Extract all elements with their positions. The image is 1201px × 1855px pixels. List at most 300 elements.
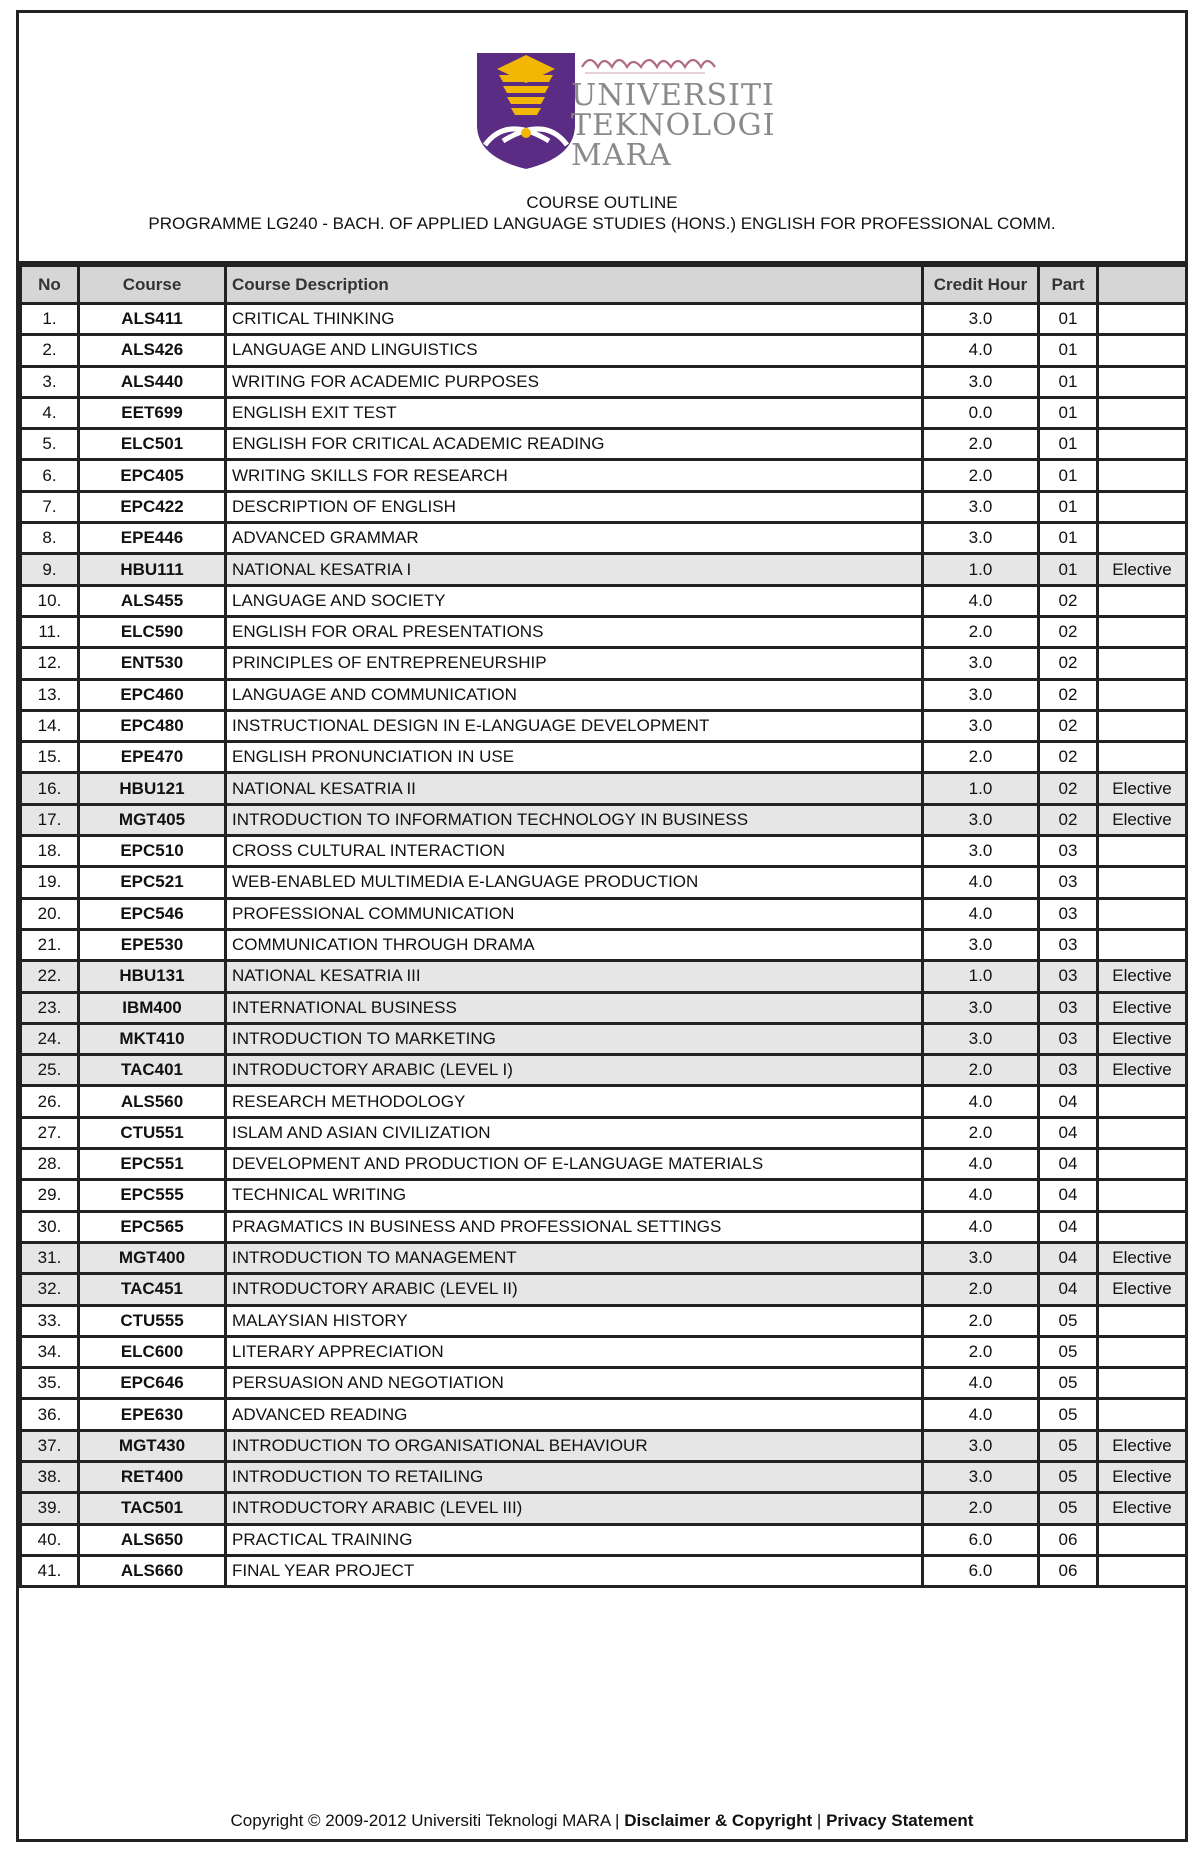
course-number: 16. xyxy=(21,773,79,804)
table-row xyxy=(21,679,1187,710)
course-description: INTRODUCTION TO MARKETING xyxy=(226,1023,923,1054)
course-number: 36. xyxy=(21,1399,79,1430)
course-part: 06 xyxy=(1039,1555,1098,1586)
course-description: NATIONAL KESATRIA III xyxy=(226,961,923,992)
course-code: EPC422 xyxy=(79,491,226,522)
course-outline-page xyxy=(16,10,1188,1842)
course-part: 01 xyxy=(1039,397,1098,428)
course-code: EET699 xyxy=(79,397,226,428)
course-type xyxy=(1098,679,1187,710)
course-number: 5. xyxy=(21,429,79,460)
course-part: 05 xyxy=(1039,1461,1098,1492)
course-code: EPC510 xyxy=(79,836,226,867)
course-part: 05 xyxy=(1039,1368,1098,1399)
course-type xyxy=(1098,1399,1187,1430)
course-part: 03 xyxy=(1039,1055,1098,1086)
course-description: WRITING SKILLS FOR RESEARCH xyxy=(226,460,923,491)
credit-hour: 3.0 xyxy=(923,491,1039,522)
course-code: ALS411 xyxy=(79,304,226,335)
course-type xyxy=(1098,1086,1187,1117)
course-code: MKT410 xyxy=(79,1023,226,1054)
course-code: EPC546 xyxy=(79,898,226,929)
course-code: EPC555 xyxy=(79,1180,226,1211)
course-code: HBU111 xyxy=(79,554,226,585)
course-description: PROFESSIONAL COMMUNICATION xyxy=(226,898,923,929)
credit-hour: 3.0 xyxy=(923,366,1039,397)
table-row xyxy=(21,1211,1187,1242)
course-number: 6. xyxy=(21,460,79,491)
course-description: INTRODUCTORY ARABIC (LEVEL II) xyxy=(226,1274,923,1305)
credit-hour: 2.0 xyxy=(923,1336,1039,1367)
course-description: CRITICAL THINKING xyxy=(226,304,923,335)
course-part: 04 xyxy=(1039,1149,1098,1180)
table-row xyxy=(21,898,1187,929)
course-type xyxy=(1098,929,1187,960)
course-number: 1. xyxy=(21,304,79,335)
course-number: 34. xyxy=(21,1336,79,1367)
course-part: 04 xyxy=(1039,1211,1098,1242)
course-type xyxy=(1098,397,1187,428)
course-description: MALAYSIAN HISTORY xyxy=(226,1305,923,1336)
course-description: ENGLISH EXIT TEST xyxy=(226,397,923,428)
course-part: 03 xyxy=(1039,898,1098,929)
credit-hour: 2.0 xyxy=(923,1117,1039,1148)
course-code: HBU121 xyxy=(79,773,226,804)
credit-hour: 3.0 xyxy=(923,679,1039,710)
course-part: 01 xyxy=(1039,460,1098,491)
course-code: MGT400 xyxy=(79,1242,226,1273)
jawi-script xyxy=(582,60,715,67)
privacy-statement-link[interactable]: Privacy Statement xyxy=(826,1811,974,1830)
course-description: CROSS CULTURAL INTERACTION xyxy=(226,836,923,867)
course-description: TECHNICAL WRITING xyxy=(226,1180,923,1211)
table-row xyxy=(21,616,1187,647)
course-part: 05 xyxy=(1039,1430,1098,1461)
credit-hour: 2.0 xyxy=(923,429,1039,460)
table-row xyxy=(21,429,1187,460)
credit-hour: 3.0 xyxy=(923,992,1039,1023)
course-part: 03 xyxy=(1039,992,1098,1023)
column-header-credit-hour: Credit Hour xyxy=(923,266,1039,304)
credit-hour: 2.0 xyxy=(923,1493,1039,1524)
course-code: ALS660 xyxy=(79,1555,226,1586)
course-type xyxy=(1098,616,1187,647)
column-header-description: Course Description xyxy=(226,266,923,304)
course-type: Elective xyxy=(1098,1055,1187,1086)
course-type xyxy=(1098,742,1187,773)
course-part: 04 xyxy=(1039,1274,1098,1305)
course-type xyxy=(1098,491,1187,522)
course-part: 02 xyxy=(1039,804,1098,835)
course-type: Elective xyxy=(1098,554,1187,585)
course-code: ENT530 xyxy=(79,648,226,679)
course-part: 05 xyxy=(1039,1305,1098,1336)
course-code: EPC565 xyxy=(79,1211,226,1242)
course-type xyxy=(1098,898,1187,929)
course-description: INTRODUCTORY ARABIC (LEVEL III) xyxy=(226,1493,923,1524)
table-row xyxy=(21,804,1187,835)
course-description: LANGUAGE AND SOCIETY xyxy=(226,585,923,616)
course-number: 18. xyxy=(21,836,79,867)
credit-hour: 3.0 xyxy=(923,304,1039,335)
course-type xyxy=(1098,460,1187,491)
course-type xyxy=(1098,1149,1187,1180)
course-number: 20. xyxy=(21,898,79,929)
course-type xyxy=(1098,335,1187,366)
table-row xyxy=(21,1368,1187,1399)
course-code: EPE446 xyxy=(79,523,226,554)
course-number: 15. xyxy=(21,742,79,773)
course-number: 37. xyxy=(21,1430,79,1461)
course-part: 02 xyxy=(1039,773,1098,804)
course-code: EPC646 xyxy=(79,1368,226,1399)
course-part: 03 xyxy=(1039,867,1098,898)
course-code: CTU551 xyxy=(79,1117,226,1148)
course-code: CTU555 xyxy=(79,1305,226,1336)
table-row xyxy=(21,304,1187,335)
course-type xyxy=(1098,1211,1187,1242)
table-row xyxy=(21,1055,1187,1086)
credit-hour: 4.0 xyxy=(923,335,1039,366)
course-type xyxy=(1098,1524,1187,1555)
course-type xyxy=(1098,429,1187,460)
course-code: ALS455 xyxy=(79,585,226,616)
course-number: 28. xyxy=(21,1149,79,1180)
credit-hour: 2.0 xyxy=(923,460,1039,491)
credit-hour: 0.0 xyxy=(923,397,1039,428)
credit-hour: 3.0 xyxy=(923,1023,1039,1054)
course-code: ELC590 xyxy=(79,616,226,647)
column-header-type xyxy=(1098,266,1187,304)
course-part: 02 xyxy=(1039,616,1098,647)
programme-title: PROGRAMME LG240 - BACH. OF APPLIED LANGUAGE STUDIES (HONS.) ENGLISH FOR PROFESSIONAL COMM. xyxy=(148,214,1056,233)
course-number: 9. xyxy=(21,554,79,585)
course-number: 17. xyxy=(21,804,79,835)
credit-hour: 2.0 xyxy=(923,1055,1039,1086)
course-part: 01 xyxy=(1039,335,1098,366)
course-number: 22. xyxy=(21,961,79,992)
course-number: 32. xyxy=(21,1274,79,1305)
course-number: 23. xyxy=(21,992,79,1023)
course-number: 19. xyxy=(21,867,79,898)
course-code: IBM400 xyxy=(79,992,226,1023)
course-part: 04 xyxy=(1039,1180,1098,1211)
course-number: 7. xyxy=(21,491,79,522)
course-part: 02 xyxy=(1039,585,1098,616)
table-row xyxy=(21,929,1187,960)
course-description: INTRODUCTORY ARABIC (LEVEL I) xyxy=(226,1055,923,1086)
table-row xyxy=(21,1399,1187,1430)
course-number: 2. xyxy=(21,335,79,366)
course-part: 03 xyxy=(1039,836,1098,867)
course-number: 12. xyxy=(21,648,79,679)
course-type: Elective xyxy=(1098,1461,1187,1492)
course-part: 05 xyxy=(1039,1399,1098,1430)
table-row xyxy=(21,867,1187,898)
table-row xyxy=(21,992,1187,1023)
course-code: TAC501 xyxy=(79,1493,226,1524)
university-name: UNIVERSITI TEKNOLOGI MARA xyxy=(571,78,776,173)
disclaimer-link[interactable]: Disclaimer & Copyright xyxy=(624,1811,813,1830)
course-part: 05 xyxy=(1039,1493,1098,1524)
course-number: 39. xyxy=(21,1493,79,1524)
course-part: 03 xyxy=(1039,929,1098,960)
course-number: 8. xyxy=(21,523,79,554)
course-code: TAC401 xyxy=(79,1055,226,1086)
course-code: TAC451 xyxy=(79,1274,226,1305)
course-type xyxy=(1098,585,1187,616)
credit-hour: 6.0 xyxy=(923,1524,1039,1555)
credit-hour: 2.0 xyxy=(923,742,1039,773)
course-description: COMMUNICATION THROUGH DRAMA xyxy=(226,929,923,960)
table-row xyxy=(21,460,1187,491)
course-table xyxy=(19,264,1188,1588)
column-header-course: Course xyxy=(79,266,226,304)
course-description: ENGLISH FOR ORAL PRESENTATIONS xyxy=(226,616,923,647)
course-type xyxy=(1098,366,1187,397)
course-code: HBU131 xyxy=(79,961,226,992)
course-description: NATIONAL KESATRIA II xyxy=(226,773,923,804)
course-description: DEVELOPMENT AND PRODUCTION OF E-LANGUAGE MATERIALS xyxy=(226,1149,923,1180)
course-number: 27. xyxy=(21,1117,79,1148)
credit-hour: 3.0 xyxy=(923,1242,1039,1273)
course-part: 03 xyxy=(1039,961,1098,992)
table-row xyxy=(21,648,1187,679)
table-row xyxy=(21,742,1187,773)
table-row xyxy=(21,491,1187,522)
credit-hour: 6.0 xyxy=(923,1555,1039,1586)
course-number: 10. xyxy=(21,585,79,616)
course-type: Elective xyxy=(1098,992,1187,1023)
course-description: LANGUAGE AND LINGUISTICS xyxy=(226,335,923,366)
course-part: 01 xyxy=(1039,523,1098,554)
course-number: 26. xyxy=(21,1086,79,1117)
credit-hour: 3.0 xyxy=(923,804,1039,835)
page-header xyxy=(19,13,1185,264)
course-number: 40. xyxy=(21,1524,79,1555)
credit-hour: 4.0 xyxy=(923,898,1039,929)
column-header-part: Part xyxy=(1039,266,1098,304)
course-description: ENGLISH PRONUNCIATION IN USE xyxy=(226,742,923,773)
credit-hour: 3.0 xyxy=(923,1461,1039,1492)
course-number: 30. xyxy=(21,1211,79,1242)
course-description: PRAGMATICS IN BUSINESS AND PROFESSIONAL SETTINGS xyxy=(226,1211,923,1242)
course-part: 02 xyxy=(1039,648,1098,679)
page-title: COURSE OUTLINE xyxy=(526,193,678,212)
course-code: EPC521 xyxy=(79,867,226,898)
course-code: ALS650 xyxy=(79,1524,226,1555)
credit-hour: 3.0 xyxy=(923,929,1039,960)
credit-hour: 4.0 xyxy=(923,1149,1039,1180)
course-part: 02 xyxy=(1039,742,1098,773)
course-part: 01 xyxy=(1039,304,1098,335)
course-part: 03 xyxy=(1039,1023,1098,1054)
table-row xyxy=(21,1555,1187,1586)
credit-hour: 3.0 xyxy=(923,836,1039,867)
table-row xyxy=(21,1274,1187,1305)
course-code: ALS440 xyxy=(79,366,226,397)
column-header-no: No xyxy=(21,266,79,304)
course-description: PRINCIPLES OF ENTREPRENEURSHIP xyxy=(226,648,923,679)
footer-separator: | xyxy=(812,1811,827,1830)
page-footer xyxy=(19,1802,1185,1839)
course-type: Elective xyxy=(1098,773,1187,804)
course-part: 05 xyxy=(1039,1336,1098,1367)
credit-hour: 3.0 xyxy=(923,1430,1039,1461)
credit-hour: 3.0 xyxy=(923,648,1039,679)
table-row xyxy=(21,1023,1187,1054)
course-type: Elective xyxy=(1098,1242,1187,1273)
course-number: 25. xyxy=(21,1055,79,1086)
credit-hour: 4.0 xyxy=(923,1211,1039,1242)
course-description: LANGUAGE AND COMMUNICATION xyxy=(226,679,923,710)
table-row xyxy=(21,836,1187,867)
course-type xyxy=(1098,648,1187,679)
course-description: INTRODUCTION TO INFORMATION TECHNOLOGY IN BUSINESS xyxy=(226,804,923,835)
course-code: MGT405 xyxy=(79,804,226,835)
table-row xyxy=(21,1242,1187,1273)
course-part: 02 xyxy=(1039,679,1098,710)
course-part: 01 xyxy=(1039,554,1098,585)
credit-hour: 1.0 xyxy=(923,554,1039,585)
course-type xyxy=(1098,1117,1187,1148)
credit-hour: 1.0 xyxy=(923,773,1039,804)
credit-hour: 2.0 xyxy=(923,1305,1039,1336)
course-description: NATIONAL KESATRIA I xyxy=(226,554,923,585)
course-code: RET400 xyxy=(79,1461,226,1492)
table-row xyxy=(21,710,1187,741)
table-row xyxy=(21,773,1187,804)
course-part: 01 xyxy=(1039,429,1098,460)
course-code: ELC600 xyxy=(79,1336,226,1367)
credit-hour: 2.0 xyxy=(923,616,1039,647)
course-code: EPE630 xyxy=(79,1399,226,1430)
table-row xyxy=(21,1493,1187,1524)
course-description: WRITING FOR ACADEMIC PURPOSES xyxy=(226,366,923,397)
course-part: 06 xyxy=(1039,1524,1098,1555)
course-code: EPC460 xyxy=(79,679,226,710)
course-number: 11. xyxy=(21,616,79,647)
table-row xyxy=(21,1117,1187,1148)
course-part: 04 xyxy=(1039,1242,1098,1273)
course-type: Elective xyxy=(1098,1493,1187,1524)
course-number: 33. xyxy=(21,1305,79,1336)
course-description: ISLAM AND ASIAN CIVILIZATION xyxy=(226,1117,923,1148)
credit-hour: 4.0 xyxy=(923,867,1039,898)
table-row xyxy=(21,1336,1187,1367)
course-type: Elective xyxy=(1098,804,1187,835)
course-type: Elective xyxy=(1098,1274,1187,1305)
course-number: 24. xyxy=(21,1023,79,1054)
course-description: FINAL YEAR PROJECT xyxy=(226,1555,923,1586)
credit-hour: 4.0 xyxy=(923,1086,1039,1117)
course-type xyxy=(1098,523,1187,554)
course-number: 38. xyxy=(21,1461,79,1492)
credit-hour: 4.0 xyxy=(923,1368,1039,1399)
course-number: 31. xyxy=(21,1242,79,1273)
course-code: EPC551 xyxy=(79,1149,226,1180)
credit-hour: 2.0 xyxy=(923,1274,1039,1305)
course-type xyxy=(1098,710,1187,741)
course-description: WEB-ENABLED MULTIMEDIA E-LANGUAGE PRODUCTION xyxy=(226,867,923,898)
course-number: 29. xyxy=(21,1180,79,1211)
copyright-text: Copyright © 2009-2012 Universiti Teknologi MARA | xyxy=(230,1811,625,1830)
table-row xyxy=(21,1149,1187,1180)
course-number: 3. xyxy=(21,366,79,397)
credit-hour: 3.0 xyxy=(923,523,1039,554)
table-header-row xyxy=(21,266,1187,304)
course-description: INTERNATIONAL BUSINESS xyxy=(226,992,923,1023)
course-code: EPE530 xyxy=(79,929,226,960)
course-description: RESEARCH METHODOLOGY xyxy=(226,1086,923,1117)
table-row xyxy=(21,366,1187,397)
course-rows xyxy=(21,304,1187,1587)
course-type xyxy=(1098,867,1187,898)
course-code: ELC501 xyxy=(79,429,226,460)
course-type xyxy=(1098,1555,1187,1586)
course-number: 4. xyxy=(21,397,79,428)
course-code: ALS560 xyxy=(79,1086,226,1117)
table-row xyxy=(21,1086,1187,1117)
table-row xyxy=(21,1524,1187,1555)
credit-hour: 4.0 xyxy=(923,585,1039,616)
course-description: PRACTICAL TRAINING xyxy=(226,1524,923,1555)
table-row xyxy=(21,961,1187,992)
course-description: ADVANCED READING xyxy=(226,1399,923,1430)
course-part: 02 xyxy=(1039,710,1098,741)
credit-hour: 4.0 xyxy=(923,1399,1039,1430)
course-type xyxy=(1098,836,1187,867)
course-code: EPC405 xyxy=(79,460,226,491)
course-part: 01 xyxy=(1039,366,1098,397)
course-description: DESCRIPTION OF ENGLISH xyxy=(226,491,923,522)
course-description: INTRODUCTION TO ORGANISATIONAL BEHAVIOUR xyxy=(226,1430,923,1461)
course-description: INTRODUCTION TO RETAILING xyxy=(226,1461,923,1492)
course-type xyxy=(1098,304,1187,335)
course-number: 13. xyxy=(21,679,79,710)
course-type: Elective xyxy=(1098,961,1187,992)
credit-hour: 3.0 xyxy=(923,710,1039,741)
course-number: 41. xyxy=(21,1555,79,1586)
course-type: Elective xyxy=(1098,1023,1187,1054)
course-type: Elective xyxy=(1098,1430,1187,1461)
table-row xyxy=(21,1180,1187,1211)
table-row xyxy=(21,1430,1187,1461)
course-description: ADVANCED GRAMMAR xyxy=(226,523,923,554)
table-row xyxy=(21,397,1187,428)
credit-hour: 1.0 xyxy=(923,961,1039,992)
credit-hour: 4.0 xyxy=(923,1180,1039,1211)
course-type xyxy=(1098,1336,1187,1367)
table-row xyxy=(21,1461,1187,1492)
course-code: ALS426 xyxy=(79,335,226,366)
course-part: 01 xyxy=(1039,491,1098,522)
table-row xyxy=(21,335,1187,366)
table-row xyxy=(21,585,1187,616)
course-code: MGT430 xyxy=(79,1430,226,1461)
course-description: LITERARY APPRECIATION xyxy=(226,1336,923,1367)
course-code: EPC480 xyxy=(79,710,226,741)
table-row xyxy=(21,523,1187,554)
course-part: 04 xyxy=(1039,1117,1098,1148)
course-description: INTRODUCTION TO MANAGEMENT xyxy=(226,1242,923,1273)
course-part: 04 xyxy=(1039,1086,1098,1117)
course-description: PERSUASION AND NEGOTIATION xyxy=(226,1368,923,1399)
table-row xyxy=(21,1305,1187,1336)
course-number: 21. xyxy=(21,929,79,960)
course-type xyxy=(1098,1368,1187,1399)
course-number: 35. xyxy=(21,1368,79,1399)
